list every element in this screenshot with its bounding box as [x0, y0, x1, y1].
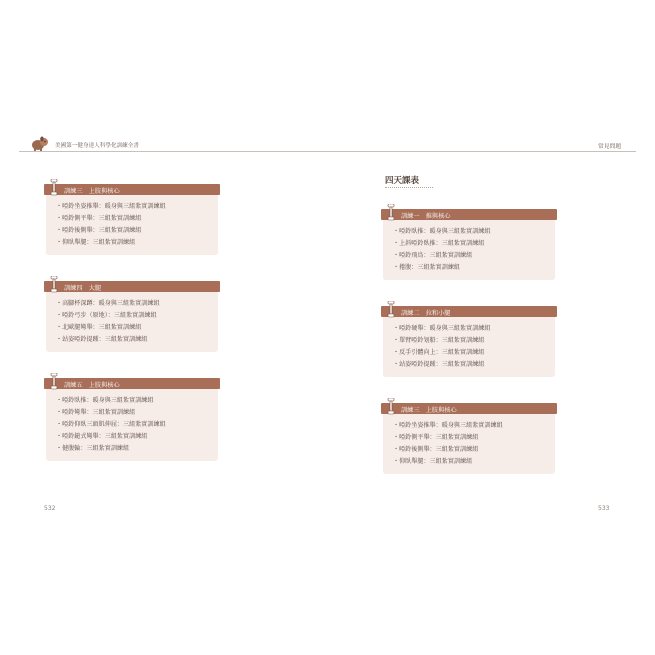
card-title: 訓練一 推與核心 [401, 212, 451, 220]
workout-card [381, 209, 557, 280]
exercise-item: ・ 啞鈴側平舉：三組紮實訓練組 [383, 432, 555, 444]
exercise-item: ・ 啞鈴坐姿推舉：暖身與三組紮實訓練組 [46, 201, 218, 213]
card-body [46, 292, 218, 352]
exercise-item: ・ 高腳杯深蹲：暖身與三組紮實訓練組 [46, 298, 218, 310]
exercise-item: ・ 啞鈴側平舉：三組紮實訓練組 [46, 213, 218, 225]
exercise-item: ・ 站姿啞鈴提踵：三組紮實訓練組 [46, 334, 218, 346]
dumbbell-icon [386, 301, 396, 318]
exercise-item: ・ 單臂啞鈴划船：三組紮實訓練組 [383, 335, 555, 347]
card-title-bar [381, 306, 557, 317]
card-title-bar [381, 403, 557, 414]
card-body [383, 317, 555, 377]
workout-card [381, 403, 557, 474]
chapter-name: 常見問題 [598, 144, 622, 150]
exercise-item: ・ 啞鈴坐姿推舉：暖身與三組紮實訓練組 [383, 420, 555, 432]
exercise-item: ・ 站姿啞鈴提踵：三組紮實訓練組 [383, 359, 555, 371]
exercise-item: ・ 啞鈴鎚式彎舉：三組紮實訓練組 [46, 431, 218, 443]
exercise-item: ・ 仰臥舉腿：三組紮實訓練組 [383, 456, 555, 468]
card-title: 訓練四 大腿 [64, 284, 102, 292]
workout-card [44, 281, 220, 352]
exercise-item: ・ 反手引體向上：三組紮實訓練組 [383, 347, 555, 359]
exercise-item: ・ 北歐腿彎舉：三組紮實訓練組 [46, 322, 218, 334]
card-title-bar [381, 209, 557, 220]
card-body [46, 389, 218, 461]
exercise-item: ・ 啞鈴臥推：暖身與三組紮實訓練組 [46, 395, 218, 407]
dumbbell-icon [49, 179, 59, 196]
exercise-item: ・ 健腹輪：三組紮實訓練組 [46, 443, 218, 455]
exercise-item: ・ 啞鈴硬舉：暖身與三組紮實訓練組 [383, 323, 555, 335]
card-title: 訓練三 上肢與核心 [64, 187, 120, 195]
exercise-item: ・ 啞鈴臥推：暖身與三組紮實訓練組 [383, 226, 555, 238]
exercise-item: ・ 捲腹：三組紮實訓練組 [383, 262, 555, 274]
exercise-item: ・ 啞鈴仰臥三頭肌伸屈：三組紮實訓練組 [46, 419, 218, 431]
header-rule [19, 151, 636, 152]
exercise-item: ・ 啞鈴後側舉：三組紮實訓練組 [383, 444, 555, 456]
card-title: 訓練二 拉和小腿 [401, 309, 451, 317]
book-title: 美國第一健身達人科學化訓練全書 [55, 143, 139, 149]
workout-card [44, 378, 220, 461]
exercise-item: ・ 啞鈴弓步（原地）：三組紮實訓練組 [46, 310, 218, 322]
dumbbell-icon [386, 204, 396, 221]
card-title-bar [44, 378, 220, 389]
exercise-item: ・ 啞鈴彎舉：三組紮實訓練組 [46, 407, 218, 419]
section-title-underline [385, 187, 433, 188]
dumbbell-icon [386, 398, 396, 415]
page-number-right: 533 [598, 505, 610, 512]
exercise-item: ・ 仰臥舉腿：三組紮實訓練組 [46, 237, 218, 249]
page-number-left: 532 [44, 505, 56, 512]
card-title-bar [44, 184, 220, 195]
card-title: 訓練五 上肢與核心 [64, 381, 120, 389]
card-title: 訓練三 上肢與核心 [401, 406, 457, 414]
exercise-item: ・ 啞鈴飛鳥：三組紮實訓練組 [383, 250, 555, 262]
dumbbell-icon [49, 373, 59, 390]
section-title: 四天課表 [385, 176, 420, 186]
workout-card [381, 306, 557, 377]
dog-icon [30, 136, 50, 152]
exercise-item: ・ 上斜啞鈴臥推：三組紮實訓練組 [383, 238, 555, 250]
card-body [46, 195, 218, 255]
card-body [383, 220, 555, 280]
workout-card [44, 184, 220, 255]
dumbbell-icon [49, 276, 59, 293]
card-title-bar [44, 281, 220, 292]
card-body [383, 414, 555, 474]
exercise-item: ・ 啞鈴後側舉：三組紮實訓練組 [46, 225, 218, 237]
